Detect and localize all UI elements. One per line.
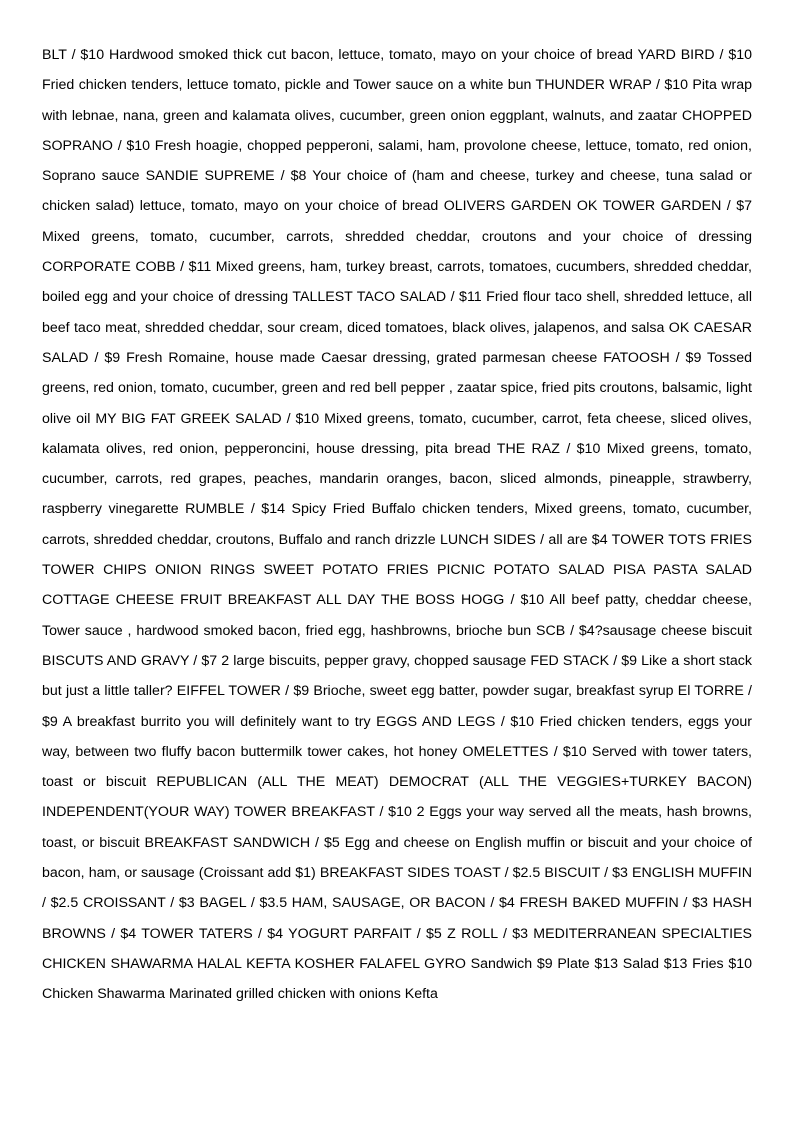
menu-document-page [42, 40, 752, 1010]
menu-body-text: BLT / $10 Hardwood smoked thick cut bacon, lettuce, tomato, mayo on your choice of bread YARD BIRD / $10 Fried chicken tenders, lettuce tomato, pickle and Tower sauce on a white bun THUNDER WRAP / $10 Pita wrap with lebnae, nana, green and kalamata olives, cucumber, green onion eggplant, walnuts, and zaatar CHOPPED SOPRANO / $10 Fresh hoagie, chopped pepperoni, salami, ham, provolone cheese, lettuce, tomato, red onion, Soprano sauce SANDIE SUPREME / $8 Your choice of (ham and cheese, turkey and cheese, tuna salad or chicken salad) lettuce, tomato, mayo on your choice of bread OLIVERS GARDEN OK TOWER GARDEN / $7 Mixed greens, tomato, cucumber, carrots, shredded cheddar, croutons and your choice of dressing CORPORATE COBB / $11 Mixed greens, ham, turkey breast, carrots, tomatoes, cucumbers, shredded cheddar, boiled egg and your choice of dressing TALLEST TACO SALAD / $11 Fried flour taco shell, shredded lettuce, all beef taco meat, shredded cheddar, sour cream, diced tomatoes, black olives, jalapenos, and salsa OK CAESAR SALAD / $9 Fresh Romaine, house made Caesar dressing, grated parmesan cheese FATOOSH / $9 Tossed greens, red onion, tomato, cucumber, green and red bell pepper , zaatar spice, fried pits croutons, balsamic, light olive oil MY BIG FAT GREEK SALAD / $10 Mixed greens, tomato, cucumber, carrot, feta cheese, sliced olives, kalamata olives, red onion, pepperoncini, house dressing, pita bread THE RAZ / $10 Mixed greens, tomato, cucumber, carrots, red grapes, peaches, mandarin oranges, bacon, sliced almonds, pineapple, strawberry, raspberry vinegarette RUMBLE / $14 Spicy Fried Buffalo chicken tenders, Mixed greens, tomato, cucumber, carrots, shredded cheddar, croutons, Buffalo and ranch drizzle LUNCH SIDES / all are $4 TOWER TOTS FRIES TOWER CHIPS ONION RINGS SWEET POTATO FRIES PICNIC POTATO SALAD PISA PASTA SALAD COTTAGE CHEESE FRUIT BREAKFAST ALL DAY THE BOSS HOGG / $10 All beef patty, cheddar cheese, Tower sauce , hardwood smoked bacon, fried egg, hashbrowns, brioche bun SCB / $4?sausage cheese biscuit BISCUTS AND GRAVY / $7 2 large biscuits, pepper gravy, chopped sausage FED STACK / $9 Like a short stack but just a little taller? EIFFEL TOWER / $9 Brioche, sweet egg batter, powder sugar, breakfast syrup El TORRE / $9 A breakfast burrito you will definitely want to try EGGS AND LEGS / $10 Fried chicken tenders, eggs your way, between two fluffy bacon buttermilk tower cakes, hot honey OMELETTES / $10 Served with tower taters, toast or biscuit REPUBLICAN (ALL THE MEAT) DEMOCRAT (ALL THE VEGGIES+TURKEY BACON) INDEPENDENT(YOUR WAY) TOWER BREAKFAST / $10 2 Eggs your way served all the meats, hash browns, toast, or biscuit BREAKFAST SANDWICH / $5 Egg and cheese on English muffin or biscuit and your choice of bacon, ham, or sausage (Croissant add $1) BREAKFAST SIDES TOAST / $2.5 BISCUIT / $3 ENGLISH MUFFIN / $2.5 CROISSANT / $3 BAGEL / $3.5 HAM, SAUSAGE, OR BACON / $4 FRESH BAKED MUFFIN / $3 HASH BROWNS / $4 TOWER TATERS / $4 YOGURT PARFAIT / $5 Z ROLL / $3 MEDITERRANEAN SPECIALTIES CHICKEN SHAWARMA HALAL KEFTA KOSHER FALAFEL GYRO Sandwich $9 Plate $13 Salad $13 Fries $10 Chicken Shawarma Marinated grilled chicken with onions Kefta [42, 47, 752, 1003]
